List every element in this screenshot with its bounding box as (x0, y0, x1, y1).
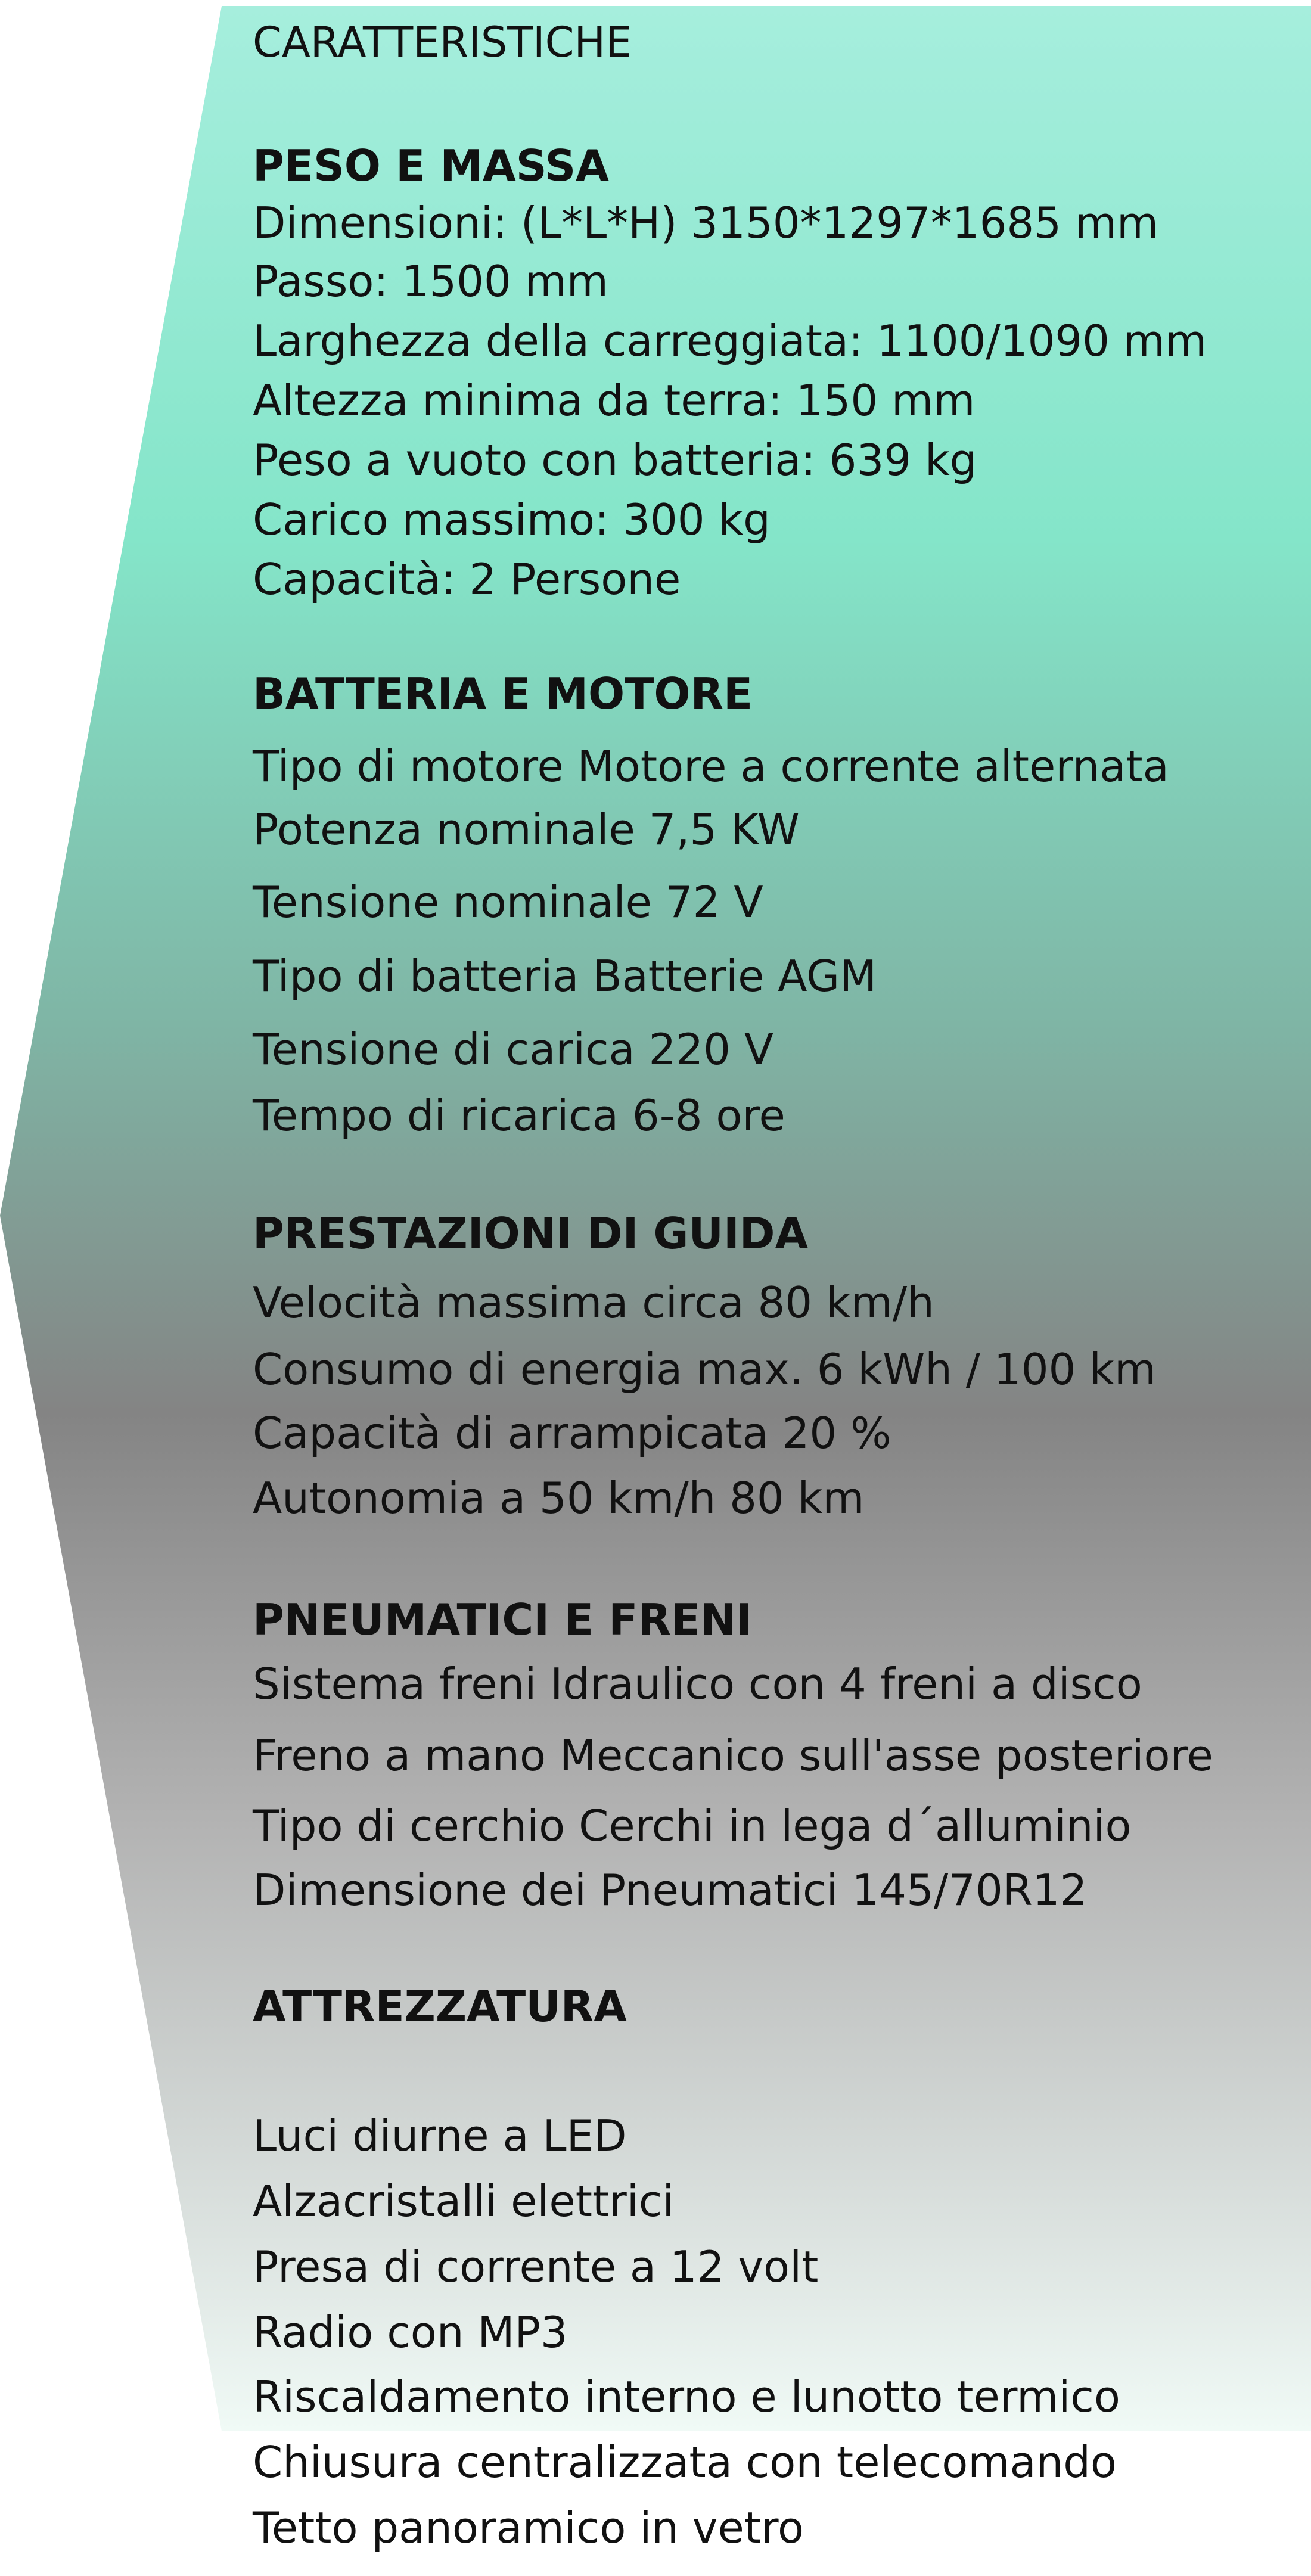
spec-item: Peso a vuoto con batteria: 639 kg (253, 435, 977, 485)
spec-item: Freno a mano Meccanico sull'asse posteriore (253, 1730, 1213, 1780)
section-heading: PNEUMATICI E FRENI (253, 1595, 753, 1645)
section-heading: PRESTAZIONI DI GUIDA (253, 1208, 809, 1259)
spec-item: Carico massimo: 300 kg (253, 495, 771, 545)
spec-item: Capacità: 2 Persone (253, 554, 681, 604)
spec-item: Altezza minima da terra: 150 mm (253, 375, 976, 425)
spec-item: Riscaldamento interno e lunotto termico (253, 2372, 1120, 2422)
spec-item: Tipo di cerchio Cerchi in lega d´alluminio (253, 1801, 1132, 1851)
spec-item: Tempo di ricarica 6-8 ore (253, 1090, 785, 1141)
spec-item: Presa di corrente a 12 volt (253, 2242, 819, 2292)
spec-item: Tetto panoramico in vetro (253, 2503, 804, 2553)
spec-item: Sistema freni Idraulico con 4 freni a disco (253, 1659, 1142, 1709)
spec-item: Passo: 1500 mm (253, 256, 608, 306)
spec-item: Radio con MP3 (253, 2307, 568, 2357)
spec-item: Potenza nominale 7,5 KW (253, 804, 800, 854)
spec-item: Alzacristalli elettrici (253, 2176, 675, 2226)
spec-item: Luci diurne a LED (253, 2111, 627, 2161)
page-title: CARATTERISTICHE (253, 18, 632, 67)
spec-item: Tensione di carica 220 V (253, 1024, 774, 1074)
spec-item: Autonomia a 50 km/h 80 km (253, 1473, 865, 1523)
spec-item: Dimensioni: (L*L*H) 3150*1297*1685 mm (253, 198, 1159, 248)
spec-item: Capacità di arrampicata 20 % (253, 1408, 891, 1458)
spec-item: Consumo di energia max. 6 kWh / 100 km (253, 1344, 1157, 1394)
spec-item: Dimensione dei Pneumatici 145/70R12 (253, 1865, 1088, 1915)
section-heading: ATTREZZATURA (253, 1981, 627, 2031)
section-heading: BATTERIA E MOTORE (253, 669, 753, 719)
spec-item: Tensione nominale 72 V (253, 877, 763, 927)
spec-item: Tipo di batteria Batterie AGM (253, 951, 877, 1001)
section-heading: PESO E MASSA (253, 141, 609, 191)
spec-item: Chiusura centralizzata con telecomando (253, 2437, 1117, 2487)
spec-item: Larghezza della carreggiata: 1100/1090 mm (253, 316, 1207, 366)
spec-item: Tipo di motore Motore a corrente alternata (253, 741, 1169, 791)
spec-item: Velocità massima circa 80 km/h (253, 1278, 934, 1328)
